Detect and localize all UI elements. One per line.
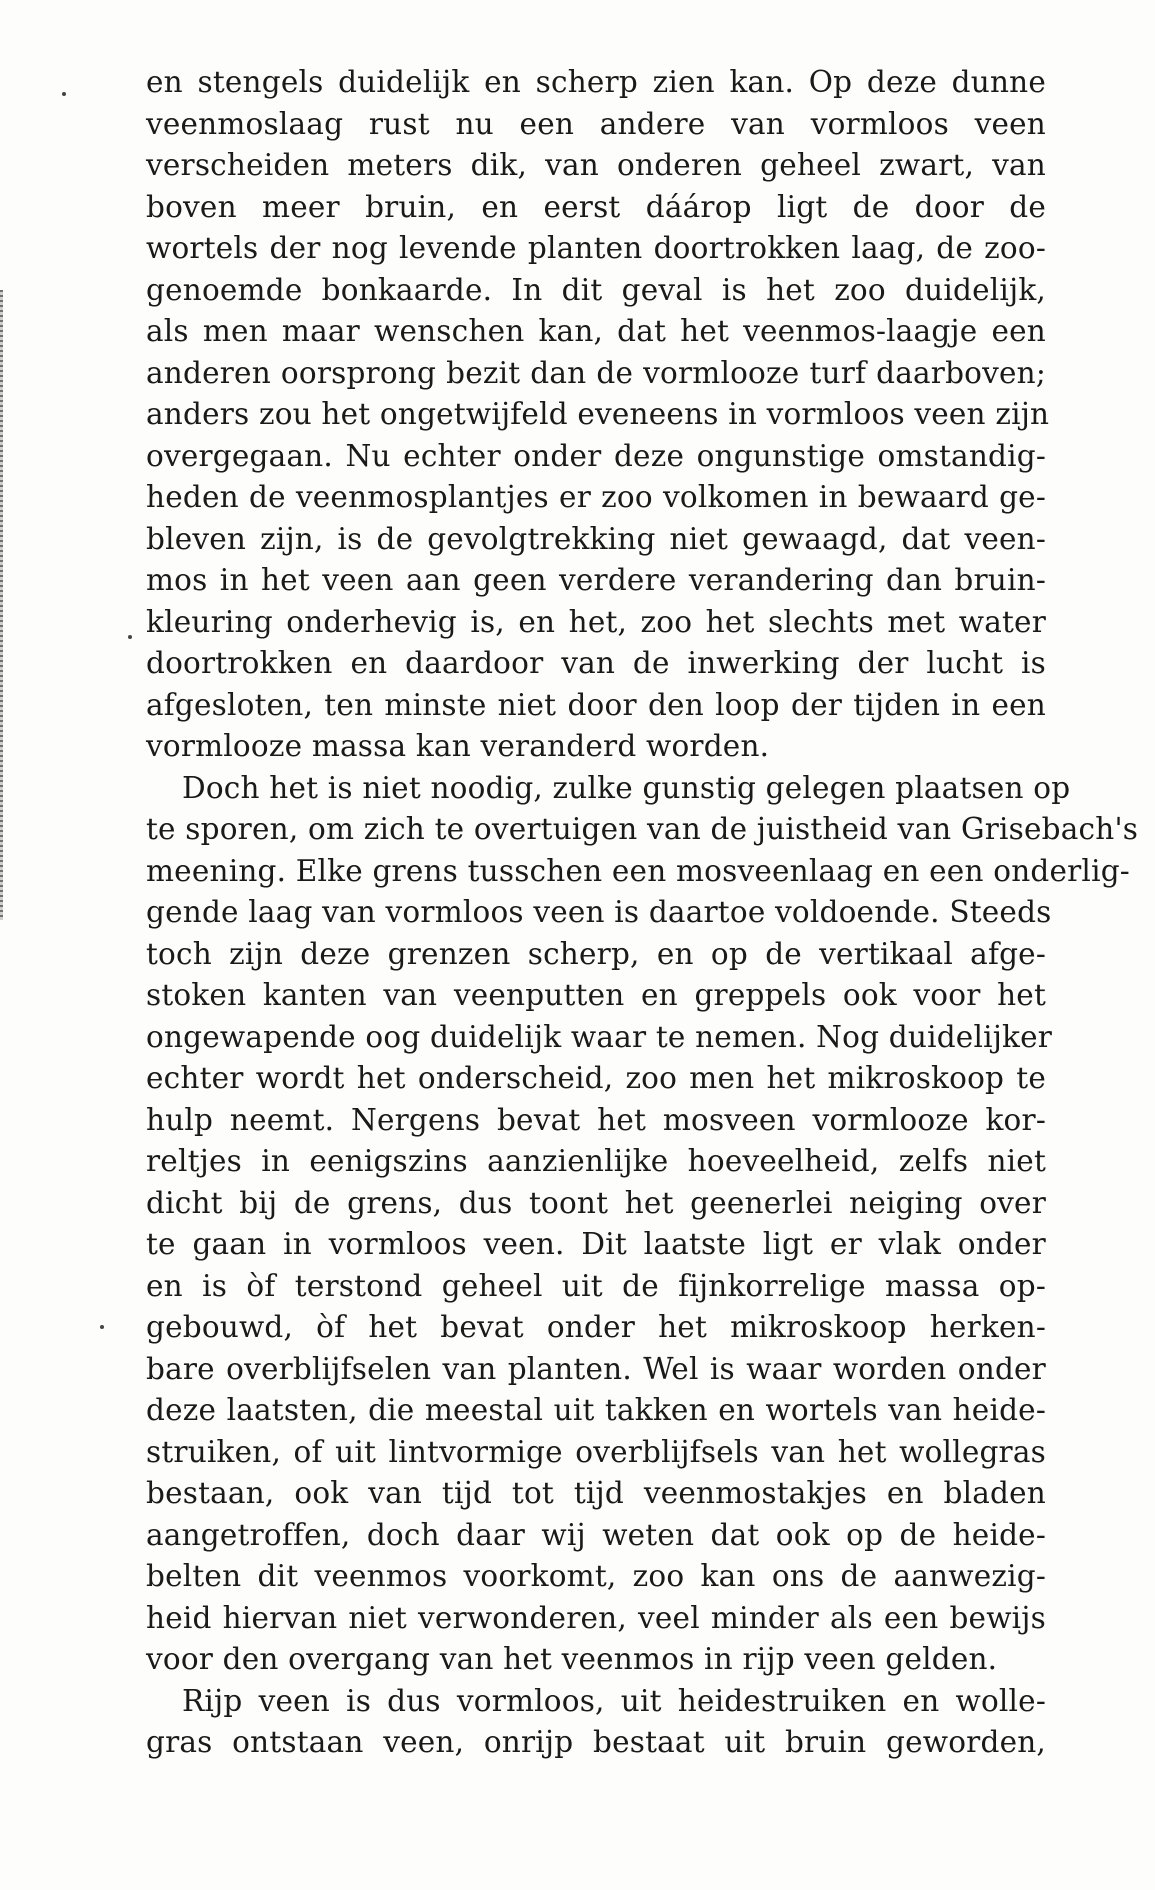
text-line: struiken, of uit lintvormige overblijfsels van het wollegras [146, 1434, 1046, 1469]
text-line: bleven zijn, is de gevolgtrekking niet gewaagd, dat veen- [146, 521, 1046, 556]
text-line: stoken kanten van veenputten en greppels ook voor het [146, 978, 1046, 1012]
text-line: wortels der nog levende planten doortrokken laag, de zoo- [146, 231, 1046, 265]
paragraph-start-line: Doch het is niet noodig, zulke gunstig gelegen plaatsen op [182, 770, 1071, 805]
text-line: en stengels duidelijk en scherp zien kan. Op deze dunne [146, 65, 1046, 99]
text-line: als men maar wenschen kan, dat het veenmos-laagje een [146, 314, 1046, 348]
body-text [146, 62, 1139, 1764]
scan-speck [62, 92, 66, 96]
text-line: mos in het veen aan geen verdere verandering dan bruin- [146, 563, 1046, 597]
text-line: heid hiervan niet verwonderen, veel minder als een bewijs [146, 1600, 1046, 1635]
text-line: dicht bij de grens, dus toont het geenerlei neiging over [146, 1185, 1046, 1220]
text-line: overgegaan. Nu echter onder deze ongunstige omstandig- [146, 438, 1046, 473]
text-line: hulp neemt. Nergens bevat het mosveen vormlooze kor- [146, 1102, 1046, 1137]
text-line: te sporen, om zich te overtuigen van de juistheid van Grisebach's [146, 812, 1139, 846]
text-line: bestaan, ook van tijd tot tijd veenmostakjes en bladen [146, 1476, 1046, 1510]
text-line: boven meer bruin, en eerst dáárop ligt de door de [146, 189, 1046, 224]
text-line: te gaan in vormloos veen. Dit laatste ligt er vlak onder [146, 1227, 1046, 1261]
scan-speck [100, 1325, 104, 1329]
text-line: belten dit veenmos voorkomt, zoo kan ons de aanwezig- [146, 1559, 1046, 1593]
text-line: verscheiden meters dik, van onderen geheel zwart, van [146, 148, 1046, 182]
text-line: aangetroffen, doch daar wij weten dat ook op de heide- [146, 1517, 1046, 1552]
paragraph-start-line: Rijp veen is dus vormloos, uit heidestruiken en wolle- [182, 1683, 1046, 1718]
text-line: reltjes in eenigszins aanzienlijke hoeveelheid, zelfs niet [146, 1144, 1046, 1178]
text-line: kleuring onderhevig is, en het, zoo het slechts met water [146, 604, 1046, 639]
text-line: bare overblijfselen van planten. Wel is waar worden onder [146, 1351, 1046, 1386]
text-line: gende laag van vormloos veen is daartoe voldoende. Steeds [146, 895, 1052, 929]
text-line: gebouwd, òf het bevat onder het mikroskoop herken- [146, 1310, 1046, 1344]
text-line: toch zijn deze grenzen scherp, en op de vertikaal afge- [146, 936, 1046, 971]
text-line: gras ontstaan veen, onrijp bestaat uit bruin geworden, [146, 1725, 1046, 1759]
text-line: ongewapende oog duidelijk waar te nemen. Nog duidelijker [146, 1019, 1053, 1054]
text-line: afgesloten, ten minste niet door den loop der tijden in een [146, 687, 1046, 722]
text-line: en is òf terstond geheel uit de fijnkorrelige massa op- [146, 1268, 1046, 1303]
paragraph-end-line: voor den overgang van het veenmos in rijp veen gelden. [146, 1642, 998, 1676]
paragraph-end-line: vormlooze massa kan veranderd worden. [146, 729, 770, 763]
text-line: veenmoslaag rust nu een andere van vormloos veen [146, 106, 1046, 141]
text-line: anders zou het ongetwijfeld eveneens in vormloos veen zijn [146, 397, 1050, 431]
text-line: heden de veenmosplantjes er zoo volkomen in bewaard ge- [146, 480, 1046, 514]
text-line: anderen oorsprong bezit dan de vormlooze turf daarboven; [146, 355, 1046, 390]
scan-speck [128, 635, 132, 639]
text-line: meening. Elke grens tusschen een mosveenlaag en een onderlig- [146, 853, 1130, 888]
text-line: deze laatsten, die meestal uit takken en wortels van heide- [146, 1393, 1046, 1427]
text-line: echter wordt het onderscheid, zoo men het mikroskoop te [146, 1061, 1046, 1095]
text-line: genoemde bonkaarde. In dit geval is het zoo duidelijk, [146, 272, 1046, 307]
text-line: doortrokken en daardoor van de inwerking der lucht is [146, 646, 1046, 680]
scan-margin-edge [0, 290, 3, 920]
